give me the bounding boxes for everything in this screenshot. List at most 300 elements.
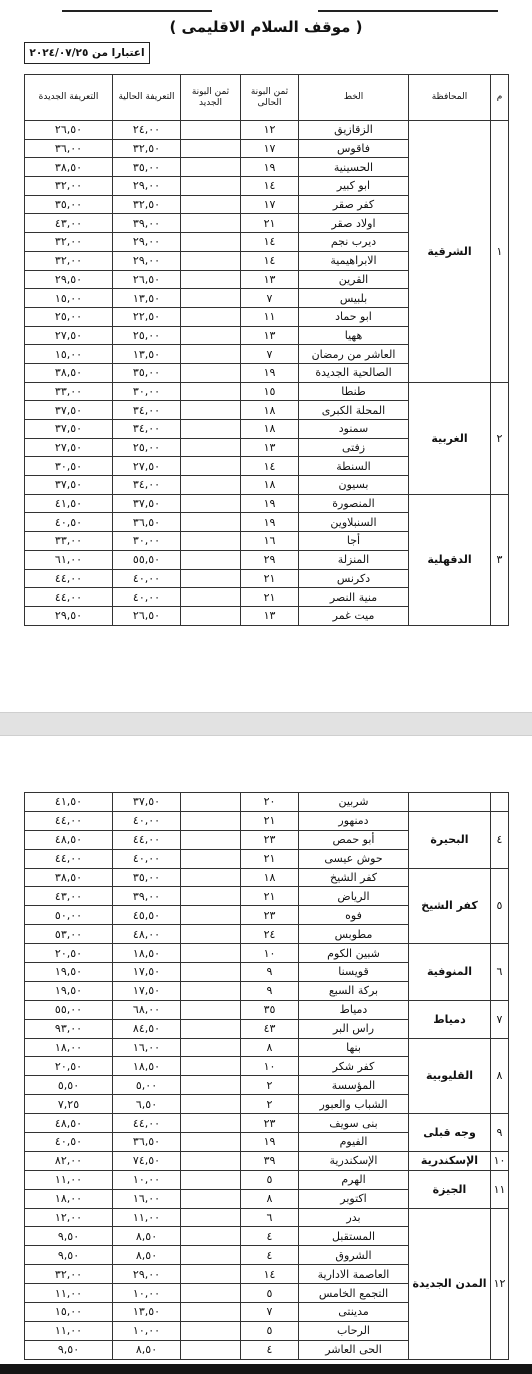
row-number: ٣ (491, 494, 509, 625)
new-fare-cell: ٣٢,٠٠ (25, 251, 113, 270)
row-number: ١٢ (491, 1208, 509, 1359)
new-fare-cell: ٤٤,٠٠ (25, 849, 113, 868)
current-ticket-cell: ٦ (241, 1208, 299, 1227)
line-cell: الرياض (299, 887, 409, 906)
new-ticket-cell (181, 121, 241, 140)
line-cell: التجمع الخامس (299, 1284, 409, 1303)
row-number: ٤ (491, 811, 509, 868)
current-ticket-cell: ٢١ (241, 569, 299, 588)
current-fare-cell: ١٧,٥٠ (113, 963, 181, 982)
line-cell: فاقوس (299, 139, 409, 158)
current-ticket-cell: ١٥ (241, 382, 299, 401)
current-fare-cell: ٣٢,٥٠ (113, 195, 181, 214)
line-cell: اولاد صقر (299, 214, 409, 233)
new-fare-cell: ٤١,٥٠ (25, 494, 113, 513)
new-ticket-cell (181, 1227, 241, 1246)
new-ticket-cell (181, 887, 241, 906)
new-fare-cell: ٤٨,٥٠ (25, 830, 113, 849)
new-ticket-cell (181, 1133, 241, 1152)
current-ticket-cell: ٥ (241, 1284, 299, 1303)
governorate-cell: الشرقية (409, 121, 491, 383)
header-line: الخط (299, 75, 409, 121)
page-title: ( موقف السلام الاقليمى ) (169, 18, 363, 36)
current-ticket-cell: ٢ (241, 1076, 299, 1095)
current-fare-cell: ٣٥,٠٠ (113, 363, 181, 382)
new-ticket-cell (181, 1095, 241, 1114)
table-row (25, 793, 509, 812)
current-ticket-cell: ١٩ (241, 158, 299, 177)
current-fare-cell: ٢٤,٠٠ (113, 121, 181, 140)
line-cell: المحلة الكبرى (299, 401, 409, 420)
new-fare-cell: ٢٧,٥٠ (25, 438, 113, 457)
table-row (25, 1208, 509, 1227)
line-cell: دمنهور (299, 811, 409, 830)
current-fare-cell: ٣٠,٠٠ (113, 382, 181, 401)
current-ticket-cell: ١٤ (241, 1265, 299, 1284)
current-ticket-cell: ١٩ (241, 513, 299, 532)
current-ticket-cell: ٤ (241, 1246, 299, 1265)
table-row (25, 494, 509, 513)
table-row (25, 382, 509, 401)
current-ticket-cell: ١٨ (241, 420, 299, 439)
new-fare-cell: ١١,٠٠ (25, 1284, 113, 1303)
governorate-cell: وجه قبلى (409, 1114, 491, 1152)
new-fare-cell: ٢٠,٥٠ (25, 1057, 113, 1076)
current-ticket-cell: ١٠ (241, 944, 299, 963)
header-governorate: المحافظة (409, 75, 491, 121)
new-ticket-cell (181, 307, 241, 326)
page-separator (0, 712, 532, 736)
current-fare-cell: ٨,٥٠ (113, 1227, 181, 1246)
governorate-cell: الدقهلية (409, 494, 491, 625)
current-fare-cell: ٨,٥٠ (113, 1340, 181, 1359)
new-ticket-cell (181, 1189, 241, 1208)
current-ticket-cell: ٣٩ (241, 1151, 299, 1170)
current-ticket-cell: ١٩ (241, 494, 299, 513)
current-ticket-cell: ٢١ (241, 849, 299, 868)
current-ticket-cell: ٧ (241, 1303, 299, 1322)
table-row (25, 1151, 509, 1170)
current-fare-cell: ٥٥,٥٠ (113, 550, 181, 569)
current-fare-cell: ٢٥,٠٠ (113, 326, 181, 345)
new-ticket-cell (181, 906, 241, 925)
current-fare-cell: ٧٤,٥٠ (113, 1151, 181, 1170)
current-fare-cell: ٤٤,٠٠ (113, 1114, 181, 1133)
new-fare-cell: ٢٩,٥٠ (25, 606, 113, 625)
current-ticket-cell: ٢٣ (241, 830, 299, 849)
new-fare-cell: ٥٥,٠٠ (25, 1000, 113, 1019)
line-cell: سمنود (299, 420, 409, 439)
governorate-cell: كفر الشيخ (409, 868, 491, 944)
governorate-cell: المدن الجديدة (409, 1208, 491, 1359)
line-cell: ابو كبير (299, 177, 409, 196)
new-ticket-cell (181, 981, 241, 1000)
row-number: ٧ (491, 1000, 509, 1038)
line-cell: الحسينية (299, 158, 409, 177)
current-fare-cell: ٣٠,٠٠ (113, 532, 181, 551)
line-cell: الشباب والعبور (299, 1095, 409, 1114)
current-fare-cell: ٣٢,٥٠ (113, 139, 181, 158)
new-ticket-cell (181, 1151, 241, 1170)
new-fare-cell: ٣٧,٥٠ (25, 476, 113, 495)
current-fare-cell: ٤٠,٠٠ (113, 811, 181, 830)
current-ticket-cell: ١٤ (241, 177, 299, 196)
new-ticket-cell (181, 494, 241, 513)
line-cell: دكرنس (299, 569, 409, 588)
new-ticket-cell (181, 811, 241, 830)
new-fare-cell: ٢٩,٥٠ (25, 270, 113, 289)
new-fare-cell: ٣٧,٥٠ (25, 401, 113, 420)
table-row (25, 944, 509, 963)
line-cell: ديرب نجم (299, 233, 409, 252)
current-ticket-cell: ٢١ (241, 214, 299, 233)
current-fare-cell: ٢٦,٥٠ (113, 270, 181, 289)
new-fare-cell: ٥,٥٠ (25, 1076, 113, 1095)
current-fare-cell: ٣٩,٠٠ (113, 214, 181, 233)
new-ticket-cell (181, 420, 241, 439)
header-num: م (491, 75, 509, 121)
new-fare-cell: ٣٢,٠٠ (25, 1265, 113, 1284)
new-fare-cell: ٣٥,٠٠ (25, 195, 113, 214)
line-cell: طنطا (299, 382, 409, 401)
line-cell: بسيون (299, 476, 409, 495)
current-fare-cell: ٣٦,٥٠ (113, 513, 181, 532)
current-ticket-cell: ٤٣ (241, 1019, 299, 1038)
current-ticket-cell: ١٦ (241, 532, 299, 551)
new-fare-cell: ٣٨,٥٠ (25, 363, 113, 382)
current-ticket-cell: ٩ (241, 963, 299, 982)
new-ticket-cell (181, 963, 241, 982)
current-ticket-cell: ١٣ (241, 606, 299, 625)
line-cell: المنصورة (299, 494, 409, 513)
current-fare-cell: ٥,٠٠ (113, 1076, 181, 1095)
current-fare-cell: ٤٨,٠٠ (113, 925, 181, 944)
new-ticket-cell (181, 195, 241, 214)
current-fare-cell: ٦٨,٠٠ (113, 1000, 181, 1019)
current-ticket-cell: ١٣ (241, 270, 299, 289)
line-cell: الفيوم (299, 1133, 409, 1152)
line-cell: بلبيس (299, 289, 409, 308)
current-ticket-cell: ١٠ (241, 1057, 299, 1076)
new-ticket-cell (181, 830, 241, 849)
new-fare-cell: ٤٨,٥٠ (25, 1114, 113, 1133)
new-fare-cell: ٢٥,٠٠ (25, 307, 113, 326)
current-fare-cell: ٢٩,٠٠ (113, 233, 181, 252)
table-row (25, 1038, 509, 1057)
new-fare-cell: ١٢,٠٠ (25, 1208, 113, 1227)
table-row (25, 868, 509, 887)
current-fare-cell: ١٠,٠٠ (113, 1170, 181, 1189)
line-cell: شبين الكوم (299, 944, 409, 963)
new-ticket-cell (181, 1265, 241, 1284)
current-ticket-cell: ١٨ (241, 476, 299, 495)
governorate-cell: الجيزة (409, 1170, 491, 1208)
new-ticket-cell (181, 251, 241, 270)
new-fare-cell: ١٥,٠٠ (25, 1303, 113, 1322)
row-number: ٨ (491, 1038, 509, 1114)
new-ticket-cell (181, 588, 241, 607)
current-fare-cell: ١٠,٠٠ (113, 1284, 181, 1303)
row-number (491, 793, 509, 812)
new-fare-cell: ٨٢,٠٠ (25, 1151, 113, 1170)
fare-table-page-1 (24, 74, 509, 626)
new-ticket-cell (181, 849, 241, 868)
new-fare-cell: ٤٣,٠٠ (25, 214, 113, 233)
current-ticket-cell: ٢٠ (241, 793, 299, 812)
line-cell: أجا (299, 532, 409, 551)
new-ticket-cell (181, 532, 241, 551)
current-ticket-cell: ١٧ (241, 139, 299, 158)
current-fare-cell: ١٣,٥٠ (113, 345, 181, 364)
new-fare-cell: ٩٣,٠٠ (25, 1019, 113, 1038)
new-ticket-cell (181, 793, 241, 812)
new-fare-cell: ٤٠,٥٠ (25, 1133, 113, 1152)
table-row (25, 1114, 509, 1133)
current-fare-cell: ١٣,٥٠ (113, 289, 181, 308)
current-ticket-cell: ٢٩ (241, 550, 299, 569)
current-fare-cell: ٢٦,٥٠ (113, 606, 181, 625)
new-fare-cell: ٥٣,٠٠ (25, 925, 113, 944)
new-fare-cell: ١٨,٠٠ (25, 1189, 113, 1208)
current-fare-cell: ٦,٥٠ (113, 1095, 181, 1114)
new-ticket-cell (181, 1246, 241, 1265)
line-cell: الشروق (299, 1246, 409, 1265)
line-cell: الحى العاشر (299, 1340, 409, 1359)
current-ticket-cell: ٥ (241, 1321, 299, 1340)
current-ticket-cell: ١٣ (241, 326, 299, 345)
current-fare-cell: ٤٠,٠٠ (113, 588, 181, 607)
line-cell: منية النصر (299, 588, 409, 607)
line-cell: القرين (299, 270, 409, 289)
new-ticket-cell (181, 1170, 241, 1189)
new-fare-cell: ٦١,٠٠ (25, 550, 113, 569)
line-cell: السنبلاوين (299, 513, 409, 532)
new-ticket-cell (181, 513, 241, 532)
header-current-ticket: ثمن البونة الحالى (241, 75, 299, 121)
new-fare-cell: ٣٨,٥٠ (25, 868, 113, 887)
line-cell: كفر شكر (299, 1057, 409, 1076)
top-rule-left (62, 10, 212, 12)
current-ticket-cell: ٧ (241, 345, 299, 364)
new-ticket-cell (181, 569, 241, 588)
new-ticket-cell (181, 1303, 241, 1322)
line-cell: مطوبس (299, 925, 409, 944)
current-fare-cell: ٣٤,٠٠ (113, 401, 181, 420)
new-ticket-cell (181, 382, 241, 401)
new-ticket-cell (181, 1208, 241, 1227)
current-ticket-cell: ٨ (241, 1038, 299, 1057)
table-header-row (25, 75, 509, 121)
new-ticket-cell (181, 944, 241, 963)
new-ticket-cell (181, 925, 241, 944)
current-fare-cell: ١٦,٠٠ (113, 1189, 181, 1208)
current-ticket-cell: ٢١ (241, 887, 299, 906)
new-ticket-cell (181, 476, 241, 495)
header-new-ticket: ثمن البونة الجديد (181, 75, 241, 121)
current-ticket-cell: ٤ (241, 1227, 299, 1246)
fare-table-page-2 (24, 792, 509, 1360)
line-cell: الصالحية الجديدة (299, 363, 409, 382)
current-fare-cell: ٢٢,٥٠ (113, 307, 181, 326)
new-fare-cell: ٢٧,٥٠ (25, 326, 113, 345)
new-ticket-cell (181, 1340, 241, 1359)
header-current-fare: التعريفة الحالية (113, 75, 181, 121)
line-cell: العاصمة الادارية (299, 1265, 409, 1284)
line-cell: قويسنا (299, 963, 409, 982)
current-fare-cell: ٨,٥٠ (113, 1246, 181, 1265)
new-ticket-cell (181, 1321, 241, 1340)
current-fare-cell: ٤٤,٠٠ (113, 830, 181, 849)
new-fare-cell: ٩,٥٠ (25, 1340, 113, 1359)
new-fare-cell: ١٩,٥٠ (25, 963, 113, 982)
current-fare-cell: ١٣,٥٠ (113, 1303, 181, 1322)
new-fare-cell: ١٥,٠٠ (25, 289, 113, 308)
new-fare-cell: ١١,٠٠ (25, 1321, 113, 1340)
new-fare-cell: ١١,٠٠ (25, 1170, 113, 1189)
line-cell: بدر (299, 1208, 409, 1227)
line-cell: أبو حمص (299, 830, 409, 849)
current-ticket-cell: ١٧ (241, 195, 299, 214)
new-ticket-cell (181, 326, 241, 345)
new-ticket-cell (181, 363, 241, 382)
new-fare-cell: ٣٠,٥٠ (25, 457, 113, 476)
new-fare-cell: ٣٣,٠٠ (25, 532, 113, 551)
governorate-cell (409, 793, 491, 812)
new-fare-cell: ٤٤,٠٠ (25, 588, 113, 607)
current-fare-cell: ٣٩,٠٠ (113, 887, 181, 906)
line-cell: بركة السبع (299, 981, 409, 1000)
current-fare-cell: ٢٩,٠٠ (113, 251, 181, 270)
row-number: ٥ (491, 868, 509, 944)
line-cell: الهرم (299, 1170, 409, 1189)
current-fare-cell: ١١,٠٠ (113, 1208, 181, 1227)
line-cell: راس البر (299, 1019, 409, 1038)
line-cell: كفر صقر (299, 195, 409, 214)
line-cell: ههيا (299, 326, 409, 345)
line-cell: السنطة (299, 457, 409, 476)
new-fare-cell: ٣٧,٥٠ (25, 420, 113, 439)
current-ticket-cell: ٣٥ (241, 1000, 299, 1019)
governorate-cell: القليوبية (409, 1038, 491, 1114)
line-cell: كفر الشيخ (299, 868, 409, 887)
current-ticket-cell: ٢٤ (241, 925, 299, 944)
new-fare-cell: ٤١,٥٠ (25, 793, 113, 812)
line-cell: ميت غمر (299, 606, 409, 625)
current-ticket-cell: ٤ (241, 1340, 299, 1359)
line-cell: ابو حماد (299, 307, 409, 326)
current-ticket-cell: ١٤ (241, 233, 299, 252)
new-ticket-cell (181, 1038, 241, 1057)
current-ticket-cell: ٩ (241, 981, 299, 1000)
current-fare-cell: ٢٧,٥٠ (113, 457, 181, 476)
governorate-cell: البحيرة (409, 811, 491, 868)
current-fare-cell: ٣٧,٥٠ (113, 494, 181, 513)
new-fare-cell: ٣٣,٠٠ (25, 382, 113, 401)
current-ticket-cell: ١١ (241, 307, 299, 326)
new-ticket-cell (181, 214, 241, 233)
governorate-cell: دمياط (409, 1000, 491, 1038)
table-row (25, 1170, 509, 1189)
current-ticket-cell: ١٨ (241, 868, 299, 887)
current-fare-cell: ٤٠,٠٠ (113, 569, 181, 588)
row-number: ١١ (491, 1170, 509, 1208)
effective-date-box: اعتبارا من ٢٠٢٤/٠٧/٢٥ (24, 42, 150, 64)
line-cell: بنها (299, 1038, 409, 1057)
current-fare-cell: ٢٩,٠٠ (113, 177, 181, 196)
current-fare-cell: ٢٩,٠٠ (113, 1265, 181, 1284)
bottom-bar (0, 1364, 532, 1374)
current-ticket-cell: ١٩ (241, 363, 299, 382)
line-cell: فوه (299, 906, 409, 925)
line-cell: شربين (299, 793, 409, 812)
new-ticket-cell (181, 270, 241, 289)
new-ticket-cell (181, 550, 241, 569)
new-ticket-cell (181, 289, 241, 308)
new-ticket-cell (181, 606, 241, 625)
governorate-cell: المنوفية (409, 944, 491, 1001)
current-fare-cell: ٤٠,٠٠ (113, 849, 181, 868)
current-ticket-cell: ٢١ (241, 811, 299, 830)
current-ticket-cell: ٢ (241, 1095, 299, 1114)
row-number: ٦ (491, 944, 509, 1001)
new-fare-cell: ٤٠,٥٠ (25, 513, 113, 532)
new-fare-cell: ٢٦,٥٠ (25, 121, 113, 140)
table-row (25, 811, 509, 830)
current-fare-cell: ١٦,٠٠ (113, 1038, 181, 1057)
current-fare-cell: ٣٤,٠٠ (113, 476, 181, 495)
table-row (25, 121, 509, 140)
current-ticket-cell: ١٤ (241, 457, 299, 476)
line-cell: الابراهيمية (299, 251, 409, 270)
current-ticket-cell: ١٨ (241, 401, 299, 420)
new-fare-cell: ٥٠,٠٠ (25, 906, 113, 925)
new-fare-cell: ٧,٢٥ (25, 1095, 113, 1114)
row-number: ٩ (491, 1114, 509, 1152)
new-fare-cell: ٣٢,٠٠ (25, 233, 113, 252)
new-ticket-cell (181, 139, 241, 158)
line-cell: بنى سويف (299, 1114, 409, 1133)
current-ticket-cell: ٢٣ (241, 1114, 299, 1133)
new-ticket-cell (181, 1019, 241, 1038)
new-ticket-cell (181, 345, 241, 364)
new-fare-cell: ٤٤,٠٠ (25, 811, 113, 830)
current-ticket-cell: ٨ (241, 1189, 299, 1208)
line-cell: العاشر من رمضان (299, 345, 409, 364)
current-fare-cell: ٣٦,٥٠ (113, 1133, 181, 1152)
line-cell: الزقازيق (299, 121, 409, 140)
current-ticket-cell: ١٤ (241, 251, 299, 270)
header-new-fare: التعريفة الجديدة (25, 75, 113, 121)
line-cell: اكتوبر (299, 1189, 409, 1208)
row-number: ١٠ (491, 1151, 509, 1170)
new-ticket-cell (181, 401, 241, 420)
current-fare-cell: ١٧,٥٠ (113, 981, 181, 1000)
line-cell: مدينتى (299, 1303, 409, 1322)
current-ticket-cell: ١٣ (241, 438, 299, 457)
line-cell: المستقبل (299, 1227, 409, 1246)
current-ticket-cell: ١٢ (241, 121, 299, 140)
new-fare-cell: ٤٤,٠٠ (25, 569, 113, 588)
line-cell: الرحاب (299, 1321, 409, 1340)
new-fare-cell: ١٩,٥٠ (25, 981, 113, 1000)
new-ticket-cell (181, 1076, 241, 1095)
top-rule-right (318, 10, 498, 12)
new-fare-cell: ٢٠,٥٠ (25, 944, 113, 963)
new-fare-cell: ٤٣,٠٠ (25, 887, 113, 906)
current-fare-cell: ٣٥,٠٠ (113, 158, 181, 177)
new-ticket-cell (181, 1284, 241, 1303)
current-fare-cell: ٣٤,٠٠ (113, 420, 181, 439)
